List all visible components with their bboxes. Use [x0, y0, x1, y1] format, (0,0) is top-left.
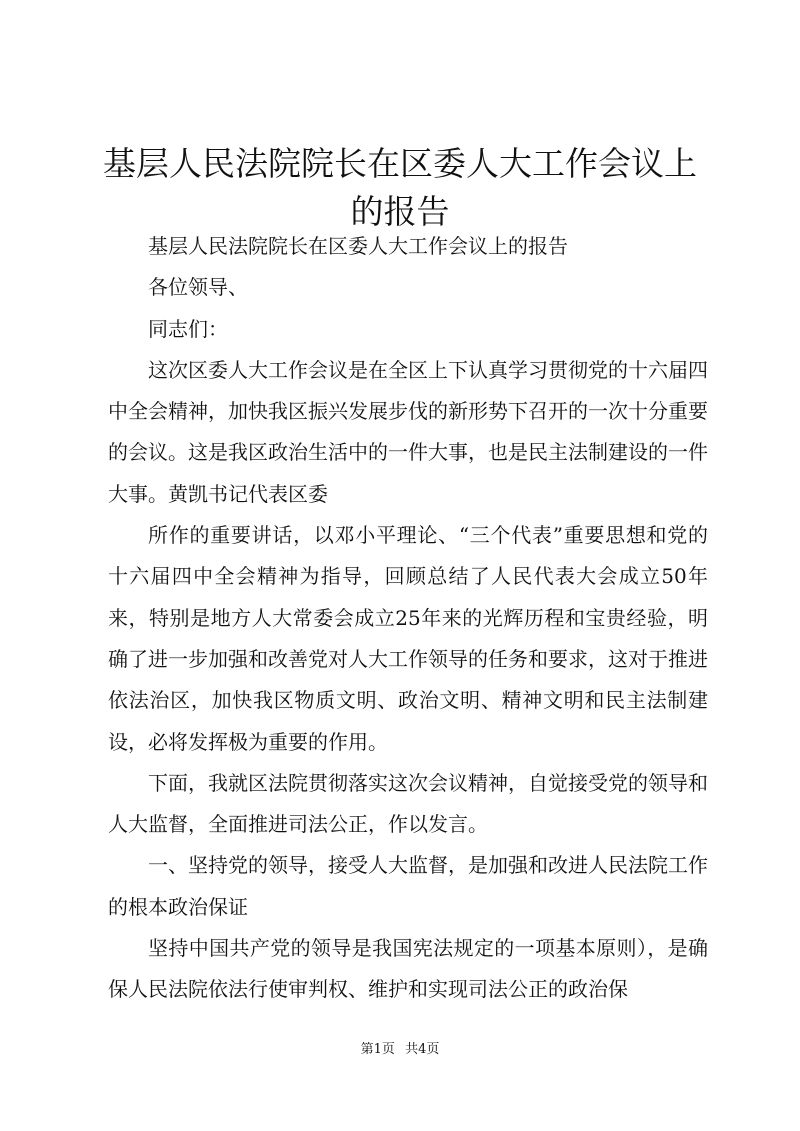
page-total: 共4页 [405, 1042, 440, 1057]
paragraph-salutation-2: 同志们： [148, 316, 228, 341]
paragraph: 下面，我就区法院贯彻落实这次会议精神，自觉接受党的领导和人大监督，全面推进司法公正，作以发言。 [108, 770, 708, 837]
paragraph-subtitle: 基层人民法院院长在区委人大工作会议上的报告 [148, 234, 568, 258]
paragraph: 坚持中国共产党的领导是我国宪法规定的一项基本原则），是确保人民法院依法行使审判权、维护和实现司法公正的政治保 [108, 936, 708, 1002]
section-heading: 一、坚持党的领导，接受人大监督，是加强和改进人民法院工作的根本政治保证 [108, 853, 708, 919]
paragraph-salutation-1: 各位领导、 [148, 275, 248, 300]
paragraph: 所作的重要讲话，以邓小平理论、“三个代表”重要思想和党的十六届四中全会精神为指导，回顾总结了人民代表大会成立50年来，特别是地方人大常委会成立25年来的光辉历程和宝贵经验，明确了进一步加强和改善党对人大工作领导的任务和要求，这对于推进依法治区，加快我区物质文明、政治文明、精神文明和民主法制建设，必将发挥极为重要的作用。 [108, 523, 708, 754]
page-footer [0, 1040, 800, 1060]
page-number: 第1页 [360, 1042, 395, 1057]
document-title: 基层人民法院院长在区委人大工作会议上的报告 [103, 144, 697, 231]
paragraph: 这次区委人大工作会议是在全区上下认真学习贯彻党的十六届四中全会精神，加快我区振兴发展步伐的新形势下召开的一次十分重要的会议。这是我区政治生活中的一件大事，也是民主法制建设的一件大事。黄凯书记代表区委 [108, 357, 708, 506]
document-body [108, 226, 708, 1011]
